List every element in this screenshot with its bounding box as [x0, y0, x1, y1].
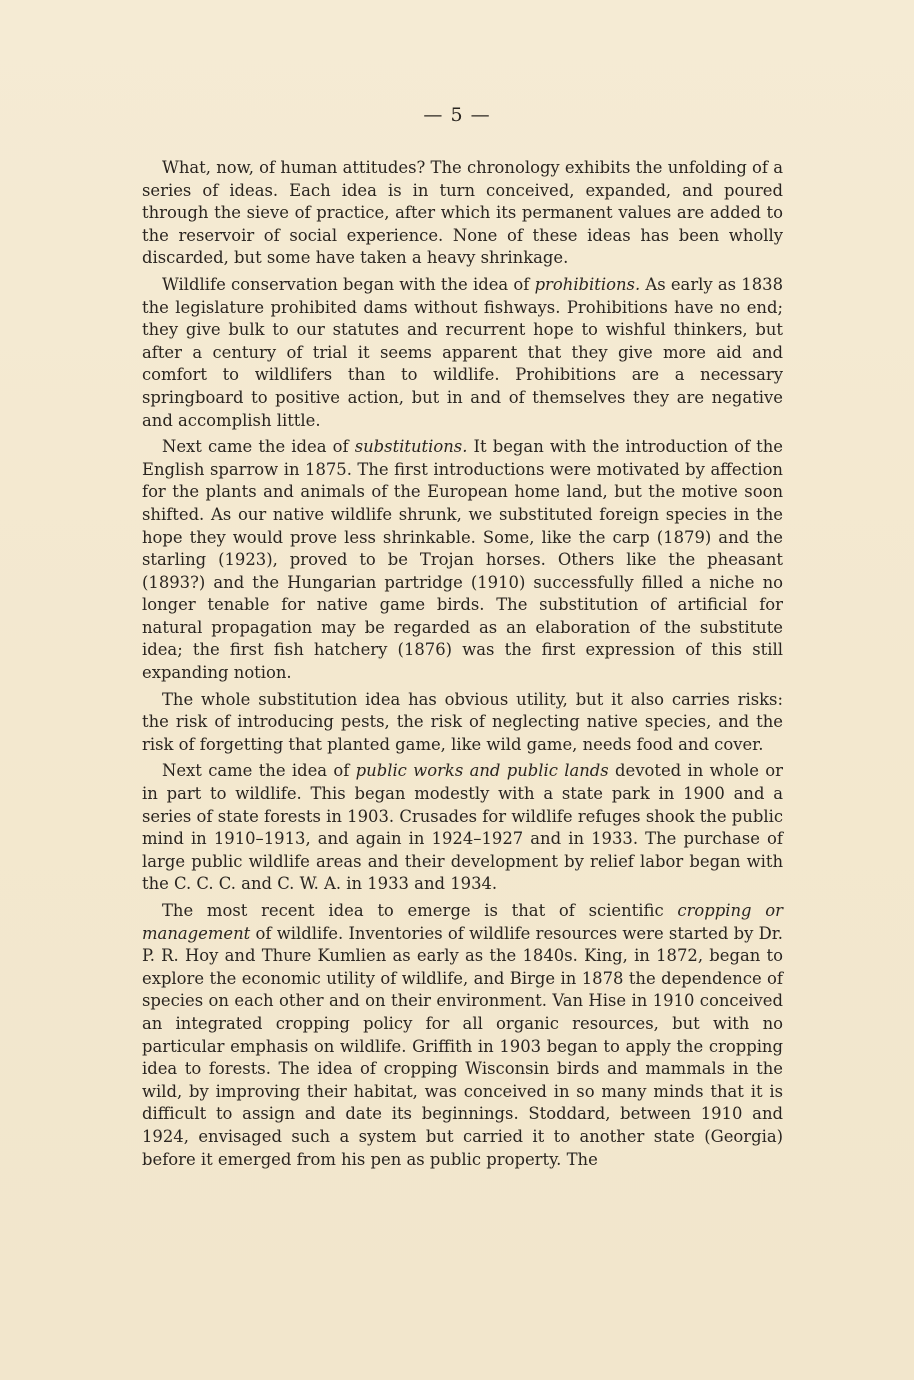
paragraph-human-attitudes: [142, 157, 783, 270]
text-run: Next came the idea of: [162, 437, 355, 457]
text-run: As early as 1838 the legislature prohibited dams without fishways. Prohibitions have no end; they give bulk to our statutes and recurrent hope to wishful thinkers, but after a century of trial it seems apparent that they give more aid and comfort to wildlifers than to wildlife. Prohibitions are a necessary springboard to positive action, but in and of themselves they are negative and accomplish little.: [142, 274, 783, 430]
paragraph-prohibitions: [142, 274, 783, 432]
text-run: It began with the introduction of the English sparrow in 1875. The first introductions were motivated by affection for the plants and animals of the European home land, but the motive soon shifted. As our native wildlife shrunk, we substituted foreign species in the hope they would prove less shrinkable. Some, like the carp (1879) and the starling (1923), proved to be Trojan horses. Others like the pheasant (1893?) and the Hungarian partridge (1910) successfully filled a niche no longer tenable for native game birds. The substitution of artificial for natural propagation may be regarded as an elaboration of the substitute idea; the first fish hatchery (1876) was the first expression of this still expanding notion.: [142, 437, 783, 683]
text-run: Next came the idea of: [162, 761, 356, 781]
paragraph-substitutions: [142, 436, 783, 685]
body-text: [142, 157, 783, 1175]
italic-term: cropping or management: [142, 901, 783, 943]
text-run: What, now, of human attitudes? The chronology exhibits the unfolding of a series of ideas. Each idea is in turn conceived, expanded, and poured through the sieve of practice, after which its permanent values are added to the reservoir of social experience. None of these ideas has been wholly discarded, but some have taken a heavy shrinkage.: [142, 158, 783, 268]
paragraph-cropping-management: [142, 900, 783, 1171]
text-run: The most recent idea to emerge is that of scientific: [162, 901, 678, 920]
paragraph-substitution-risks: [142, 689, 783, 757]
paragraph-public-works: [142, 760, 783, 896]
italic-term: substitutions.: [354, 437, 468, 457]
text-run: of wildlife. Inventories of wildlife resources were started by Dr. P. R. Hoy and Thure Kumlien as early as the 1840s. King, in 1872, began to explore the economic utility of wildlife, and Birge in 1878 the dependence of species on each other and on their environment. Van Hise in 1910 conceived an integrated cropping policy for all organic resources, but with no particular emphasis on wildlife. Griffith in 1903 began to apply the cropping idea to forests. The idea of cropping Wisconsin birds and mammals in the wild, by improving their habitat, was conceived in so many minds that it is difficult to assign and date its beginnings. Stoddard, between 1910 and 1924, envisaged such a system but carried it to another state (Georgia) before it emerged from his pen as public property. The: [142, 923, 783, 1169]
text-run: The whole substitution idea has obvious utility, but it also carries risks: the risk of introducing pests, the risk of neglecting native species, and the risk of forgetting that planted game, like wild game, needs food and cover.: [142, 689, 783, 754]
page-number: — 5 —: [423, 104, 491, 126]
text-run: devoted in whole or in part to wildlife. This began modestly with a state park in 1900 and a series of state forests in 1903. Crusades for wildlife refuges shook the public mind in 1910–1913, and again in 1924–1927 and in 1933. The purchase of large public wildlife areas and their development by relief labor began with the C. C. C. and C. W. A. in 1933 and 1934.: [142, 761, 783, 894]
italic-term: public works and public lands: [355, 761, 609, 781]
text-run: Wildlife conservation began with the idea of: [162, 274, 535, 294]
italic-term: prohibitions.: [534, 274, 641, 294]
